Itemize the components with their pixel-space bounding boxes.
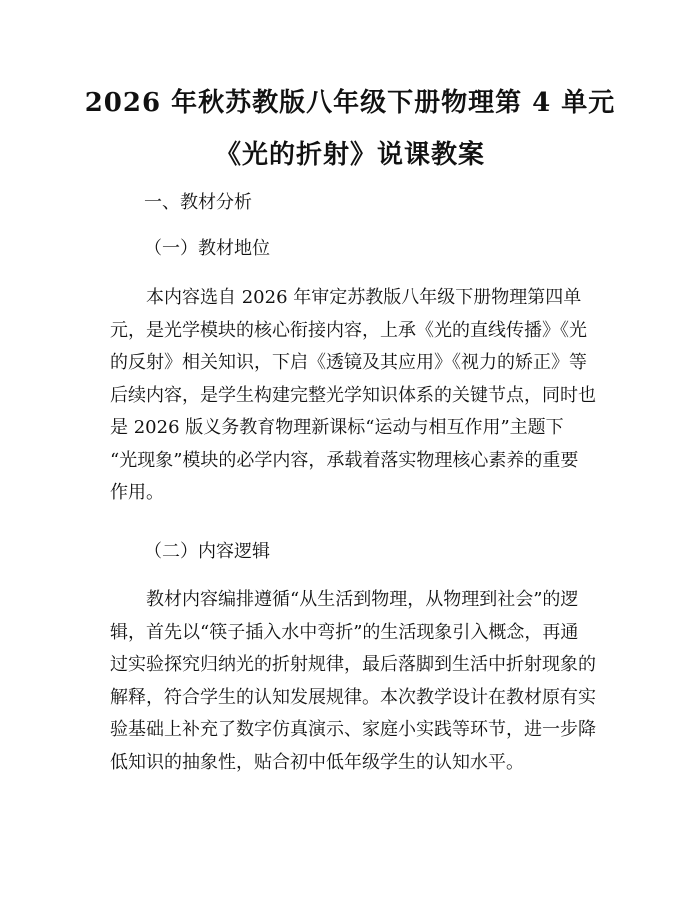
paragraph-line: 的反射》相关知识，下启《透镜及其应用》《视力的矫正》等 <box>110 352 587 373</box>
paragraph-line: 本内容选自 2026 年审定苏教版八年级下册物理第四单 <box>110 287 582 308</box>
paragraph-line: 是 2026 版义务教育物理新课标“运动与相互作用”主题下 <box>110 417 564 438</box>
document-title-line-2: 《光的折射》说课教案 <box>214 140 485 170</box>
paragraph-line: 后续内容，是学生构建完整光学知识体系的关键节点，同时也 <box>110 384 596 406</box>
document-title-line-1: 2026 年秋苏教版八年级下册物理第 4 单元 <box>84 88 616 118</box>
paragraph-line: 过实验探究归纳光的折射规律，最后落脚到生活中折射现象的 <box>110 654 596 675</box>
subsection-heading-textbook-position: （一）教材地位 <box>144 238 270 259</box>
paragraph-content-logic <box>110 584 604 779</box>
paragraph-line: 元，是光学模块的核心衔接内容，上承《光的直线传播》《光 <box>110 319 587 341</box>
paragraph-line: 验基础上补充了数字仿真演示、家庭小实践等环节，进一步降 <box>110 719 596 740</box>
paragraph-line: 作用。 <box>110 482 164 503</box>
paragraph-line: 低知识的抽象性，贴合初中低年级学生的认知水平。 <box>110 751 524 773</box>
section-heading-textbook-analysis: 一、教材分析 <box>144 192 252 213</box>
paragraph-line: 辑，首先以“筷子插入水中弯折”的生活现象引入概念，再通 <box>110 621 579 643</box>
paragraph-line: 解释，符合学生的认知发展规律。本次教学设计在教材原有实 <box>110 686 596 708</box>
paragraph-textbook-position <box>110 282 604 510</box>
paragraph-line: 教材内容编排遵循“从生活到物理，从物理到社会”的逻 <box>110 589 579 610</box>
paragraph-line: “光现象”模块的必学内容，承载着落实物理核心素养的重要 <box>110 449 579 471</box>
subsection-heading-content-logic: （二）内容逻辑 <box>144 541 270 562</box>
